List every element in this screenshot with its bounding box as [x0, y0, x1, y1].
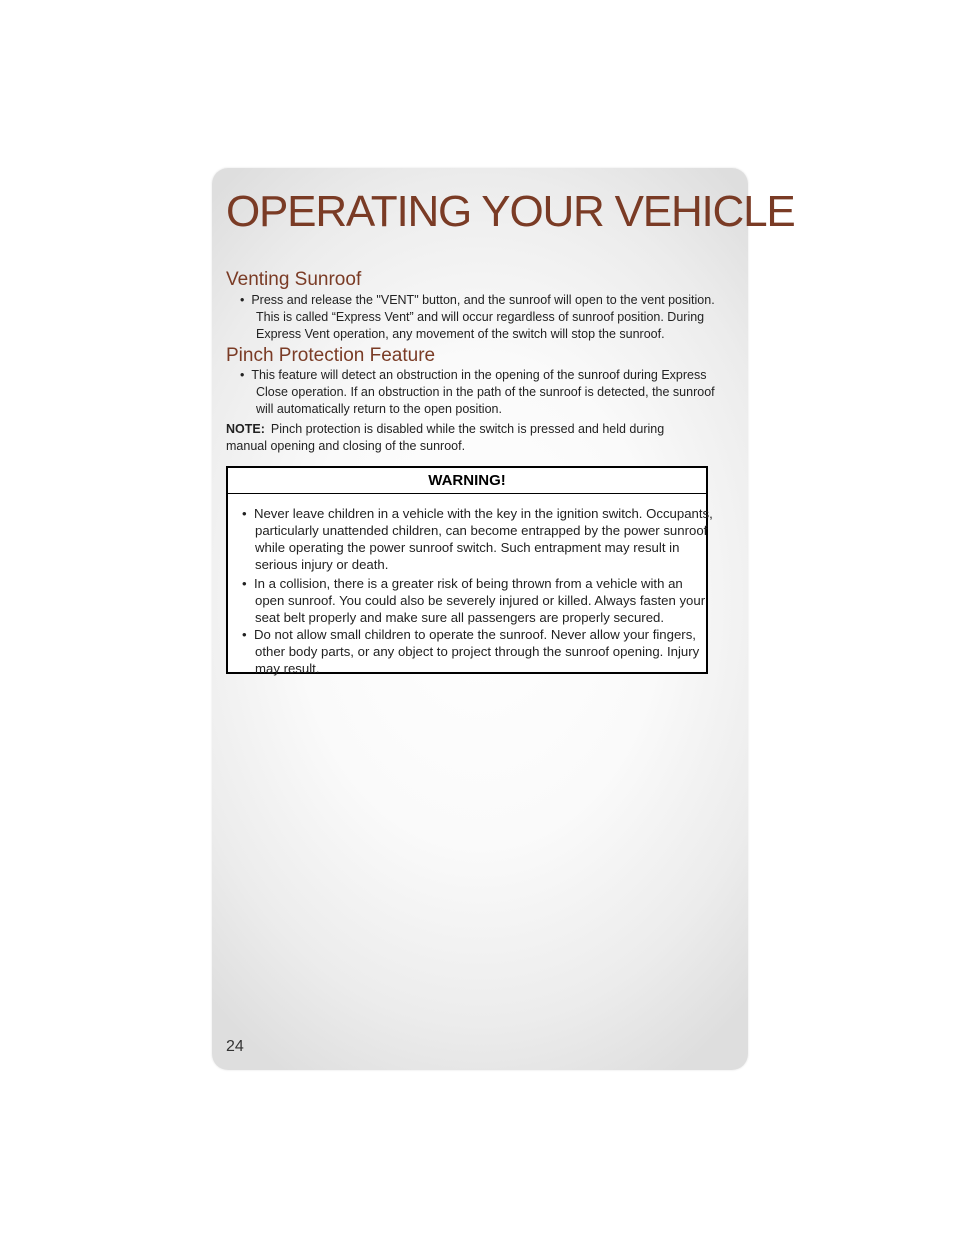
chapter-title: OPERATING YOUR VEHICLE [226, 187, 795, 236]
venting-sunroof-bullet [240, 292, 724, 343]
section-title-pinch-protection: Pinch Protection Feature [226, 345, 436, 366]
bullet-marker: • [240, 368, 245, 382]
note-label: NOTE: [226, 422, 265, 436]
bullet-marker: • [242, 576, 247, 591]
note-text: Pinch protection is disabled while the switch is pressed and held during manual opening and closing of the sunroof. [226, 422, 665, 453]
warning-title: WARNING! [228, 468, 706, 494]
section-title-venting-sunroof: Venting Sunroof [226, 269, 362, 290]
warning-item-text: In a collision, there is a greater risk of being thrown from a vehicle with an open sunroof. You could also be severely injured or killed. Always fasten your seat belt properly and make sure all passengers are properly secured. [253, 576, 706, 625]
warning-item [242, 626, 713, 677]
warning-item-text: Never leave children in a vehicle with the key in the ignition switch. Occupants, particularly unattended children, can become entrapped by the power sunroof while operating the power sunroof switch. Such entrapment may result in serious injury or death. [253, 506, 713, 572]
pinch-protection-bullet [240, 367, 724, 418]
bullet-marker: • [242, 506, 247, 521]
page-number: 24 [226, 1038, 244, 1055]
warning-item-text: Do not allow small children to operate the sunroof. Never allow your fingers, other body parts, or any object to project through the sunroof opening. Injury may result. [253, 627, 700, 676]
bullet-marker: • [242, 627, 247, 642]
bullet-text: This feature will detect an obstruction in the opening of the sunroof during Express Close operation. If an obstruction in the path of the sunroof is detected, the sunroof will automatically return to the open position. [251, 368, 715, 416]
bullet-text: Press and release the "VENT" button, and the sunroof will open to the vent position. This is called “Express Vent” and will occur regardless of sunroof position. During Express Vent operation, any movement of the switch will stop the sunroof. [251, 293, 715, 341]
warning-item [242, 575, 713, 626]
warning-item [242, 505, 713, 573]
warning-box [226, 466, 713, 676]
bullet-marker: • [240, 293, 245, 307]
note-paragraph [226, 421, 706, 455]
